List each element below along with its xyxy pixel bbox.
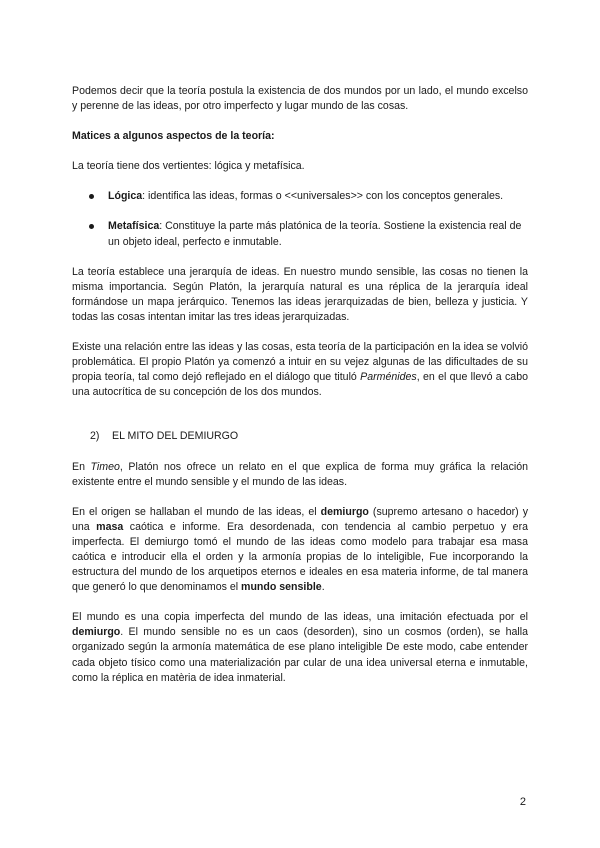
paragraph-copy [72, 610, 528, 685]
list-text: : identifica las ideas, formas o <<universales>> con los conceptos generales. [142, 190, 504, 203]
text-run: . [321, 581, 325, 594]
paragraph-hierarchy: La teoría establece una jerarquía de ideas. En nuestro mundo sensible, las cosas no tienen la misma importancia. Según Platón, la jerarquía natural es una réplica de la jerarquía ideal formándose un mapa jerárquico. Tenemos las ideas jerarquizadas de bien, belleza y justicia. Y todas las cosas intentan imitar las tres ideas jerarquizadas. [72, 265, 528, 323]
section-title: EL MITO DEL DEMIURGO [112, 430, 239, 443]
text-run: . El mundo sensible no es un caos (desorden), sino un cosmos (orden), se halla organizado según la armonía matemática de ese plano inteligible De este modo, cabe entender cada objeto tísico como una materialización par cular de una idea universal eterna e inmutable, como la réplica en matèria de idea inmaterial. [72, 626, 528, 684]
section-number: 2) [90, 430, 100, 443]
title-parmenides: Parménides [360, 371, 417, 384]
subheading-nuances: Matices a algunos aspectos de la teoría: [72, 130, 275, 143]
title-timeo: Timeo [90, 460, 120, 473]
term-demiurgo: demiurgo [72, 626, 121, 639]
text-run: El mundo es una copia imperfecta del mundo de las ideas, una imitación efectuada por el [72, 611, 528, 624]
list-term: Metafísica [108, 220, 160, 233]
list-item-logic [72, 189, 528, 204]
page-body [72, 84, 528, 686]
bullet-icon [89, 194, 94, 199]
text-run: En el origen se hallaban el mundo de las ideas, el [72, 505, 321, 518]
list-term: Lógica [108, 190, 143, 203]
text-run: Existe una relación entre las ideas y las cosas, esta teoría de la participación en la idea se volvió problemática. El propio Platón ya comenzó a intuir en su vejez algunas de las dificultades de su propia teoría, tal como dejó reflejado en el diálogo que tituló [72, 341, 528, 384]
paragraph-two-aspects: La teoría tiene dos vertientes: lógica y metafísica. [72, 160, 305, 173]
paragraph-two-worlds: Podemos decir que la teoría postula la existencia de dos mundos por un lado, el mundo excelso y perenne de las ideas, por otro imperfecto y lugar mundo de las cosas. [72, 85, 528, 113]
bullet-icon [89, 224, 94, 229]
text-run: , Platón nos ofrece un relato en el que explica de forma muy gráfica la relación existente entre el mundo sensible y el mundo de las ideas. [72, 460, 529, 488]
list-item-metaphysics [72, 219, 528, 249]
paragraph-origin [72, 505, 528, 596]
page-number: 2 [519, 796, 526, 808]
text-run: , en el que llevó a cabo una autocrítica de su concepción de los dos mundos. [72, 371, 528, 399]
section-heading [72, 429, 528, 444]
list-text: : Constituye la parte más platónica de la teoría. Sostiene la existencia real de un objeto ideal, perfecto e inmutable. [108, 220, 522, 248]
text-run: caótica e informe. Era desordenada, con tendencia al cambio perpetuo y era imperfecta. El demiurgo tomó el mundo de las ideas como modelo para trabajar esa masa caótica e introducir ella el orden y la armonía propias de lo inteligible, Fue incorporando la estructura del mundo de los arquetipos eternos e ideales en esa materia informe, de tal manera que generó lo que denominamos el [72, 520, 528, 594]
term-masa: masa [96, 520, 124, 533]
aspects-list [72, 189, 528, 249]
paragraph-timeo [72, 460, 528, 490]
paragraph-participation [72, 340, 528, 400]
text-run: En [72, 460, 91, 473]
term-demiurgo: demiurgo [320, 505, 369, 518]
term-mundo-sensible: mundo sensible [241, 581, 322, 594]
text-run: (supremo artesano o hacedor) y una [72, 505, 528, 533]
